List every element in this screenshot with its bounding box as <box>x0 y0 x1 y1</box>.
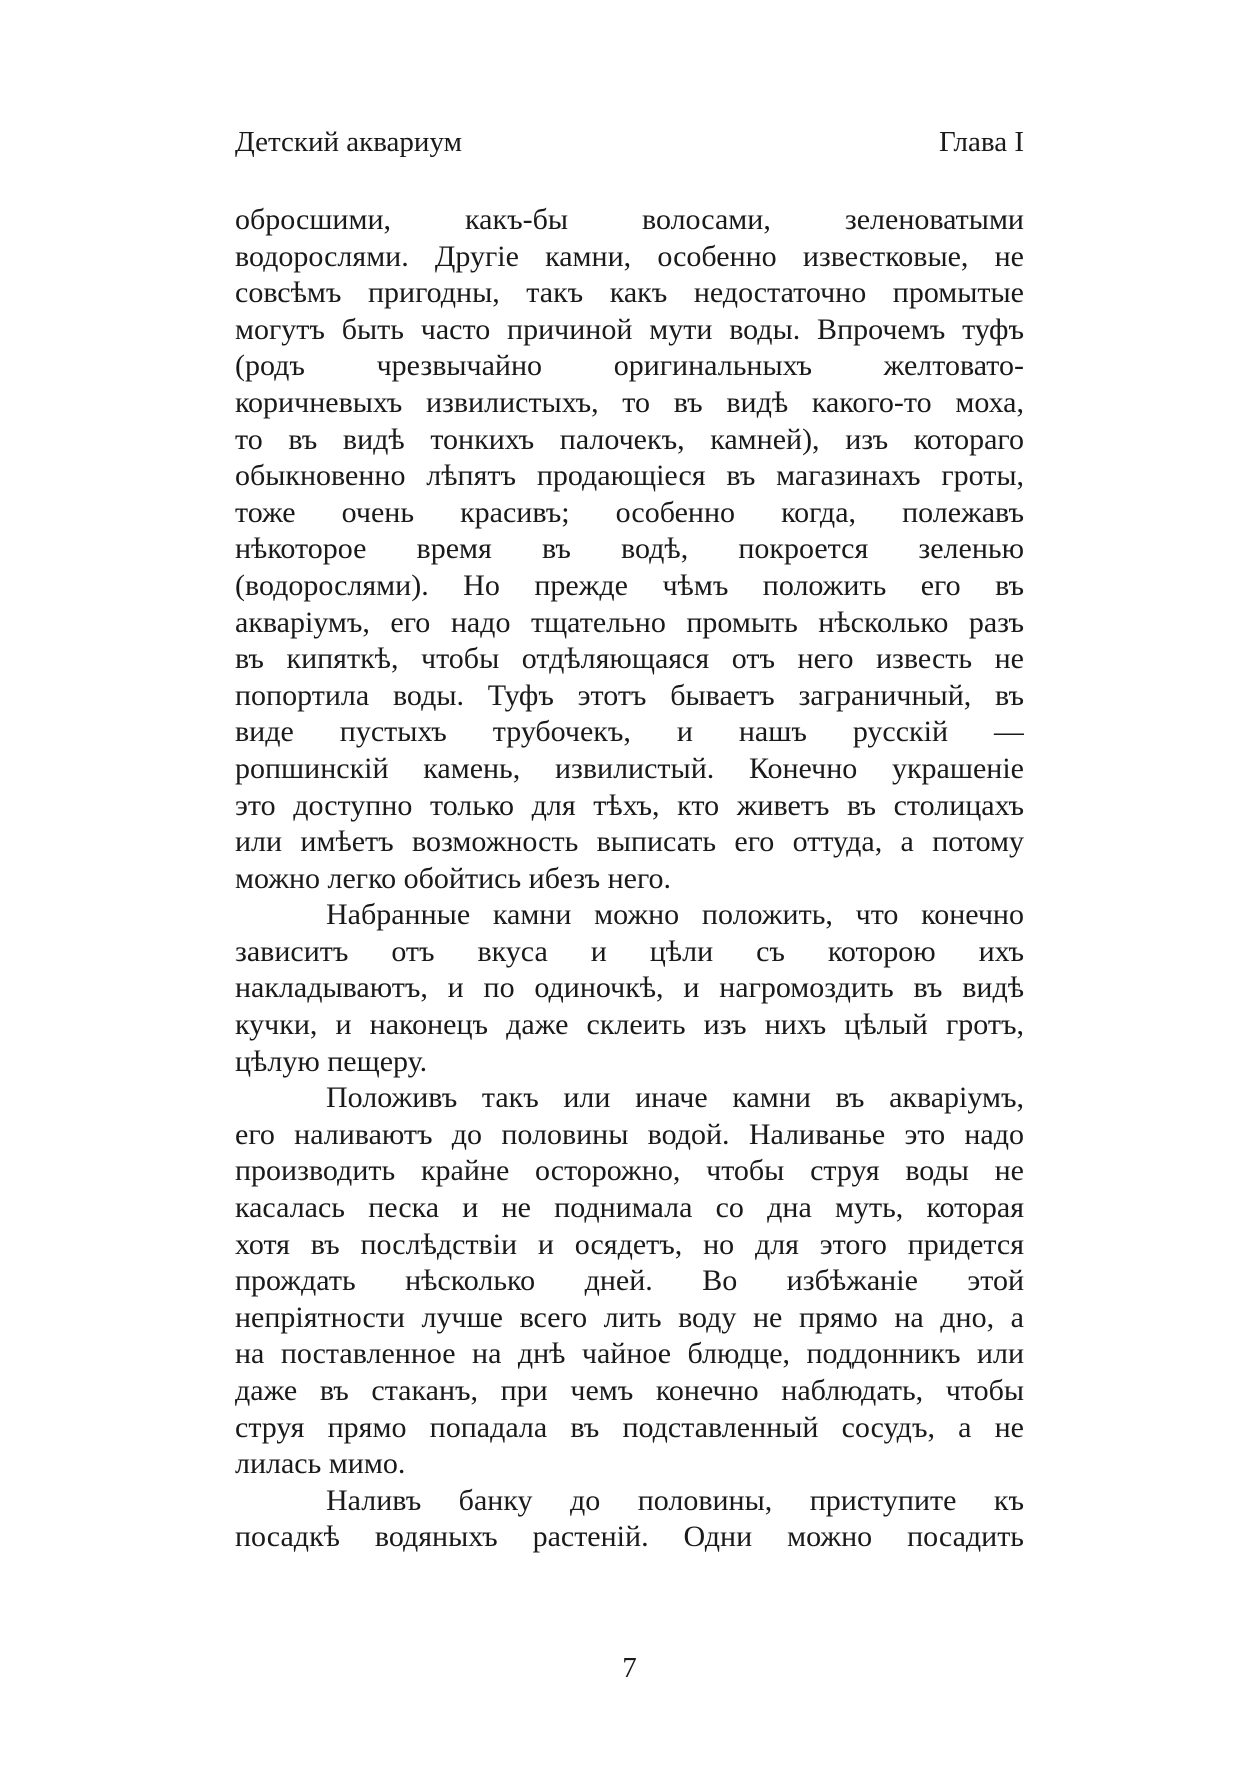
body-line: на поставленное на днѣ чайное блюдце, поддонникъ или <box>235 1337 1024 1371</box>
body-line: тоже очень красивъ; особенно когда, полежавъ <box>235 495 1024 529</box>
body-line: прождать нѣсколько дней. Во избѣжаніе этой <box>235 1264 1024 1298</box>
body-line: попортила воды. Туфъ этотъ бываетъ заграничный, въ <box>235 678 1024 712</box>
body-line: накладываютъ, и по одиночкѣ, и нагромоздить въ видѣ <box>235 971 1024 1005</box>
body-line: то въ видѣ тонкихъ палочекъ, камней), изъ котораго <box>235 422 1024 456</box>
running-header <box>235 122 1024 162</box>
body-line: виде пустыхъ трубочекъ, и нашъ русскій — <box>235 715 1024 749</box>
body-line: струя прямо попадала въ подставленный сосудъ, а не <box>235 1410 1024 1444</box>
body-line: коричневыхъ извилистыхъ, то въ видѣ какого-то моха, <box>235 385 1024 419</box>
body-line: Положивъ такъ или иначе камни въ акваріумъ, <box>326 1081 1024 1115</box>
book-title: Детский аквариум <box>235 126 462 158</box>
body-line: кучки, и наконецъ даже склеить изъ нихъ цѣлый гротъ, <box>235 1008 1024 1042</box>
body-line: касалась песка и не поднимала со дна муть, которая <box>235 1191 1024 1225</box>
chapter-label: Глава I <box>938 126 1024 158</box>
body-line: хотя въ послѣдствіи и осядетъ, но для этого придется <box>235 1227 1024 1261</box>
body-line: зависитъ отъ вкуса и цѣли съ которою ихъ <box>235 934 1024 968</box>
body-line: совсѣмъ пригодны, такъ какъ недостаточно промытые <box>235 276 1024 310</box>
body-line: (родъ чрезвычайно оригинальныхъ желтовато- <box>235 349 1024 383</box>
body-line: цѣлую пещеру. <box>235 1044 428 1078</box>
body-line: или имѣетъ возможность выписать его оттуда, а потому <box>235 825 1024 859</box>
body-line: посадкѣ водяныхъ растеній. Одни можно посадить <box>235 1520 1024 1554</box>
body-line: въ кипяткѣ, чтобы отдѣляющаяся отъ него известь не <box>235 642 1024 676</box>
body-line: акваріумъ, его надо тщательно промыть нѣсколько разъ <box>235 605 1024 639</box>
body-line: лилась мимо. <box>235 1447 406 1481</box>
page-number: 7 <box>622 1652 637 1684</box>
body-line: обросшими, какъ-бы волосами, зеленоватыми <box>235 203 1024 236</box>
body-line: (водорослями). Но прежде чѣмъ положить его въ <box>235 568 1024 602</box>
body-line: его наливаютъ до половины водой. Наливанье это надо <box>235 1117 1024 1151</box>
body-line: непріятности лучше всего лить воду не прямо на дно, а <box>235 1300 1024 1334</box>
body-line: Наливъ банку до половины, приступите къ <box>326 1483 1024 1517</box>
body-text <box>235 202 1024 1556</box>
body-line: можно легко обойтись ибезъ него. <box>235 861 672 895</box>
body-line: нѣкоторое время въ водѣ, покроется зеленью <box>235 532 1024 566</box>
body-line: ропшинскій камень, извилистый. Конечно украшеніе <box>235 751 1024 785</box>
body-line: обыкновенно лѣпятъ продающіеся въ магазинахъ гроты, <box>235 459 1024 493</box>
body-line: производить крайне осторожно, чтобы струя воды не <box>235 1154 1024 1188</box>
body-line: Набранные камни можно положить, что конечно <box>326 898 1024 932</box>
body-line: водорослями. Другіе камни, особенно известковые, не <box>235 239 1024 273</box>
body-line: это доступно только для тѣхъ, кто живетъ въ столицахъ <box>235 788 1024 822</box>
body-line: даже въ стаканъ, при чемъ конечно наблюдать, чтобы <box>235 1374 1024 1407</box>
body-line: могутъ быть часто причиной мути воды. Впрочемъ туфъ <box>235 312 1024 346</box>
